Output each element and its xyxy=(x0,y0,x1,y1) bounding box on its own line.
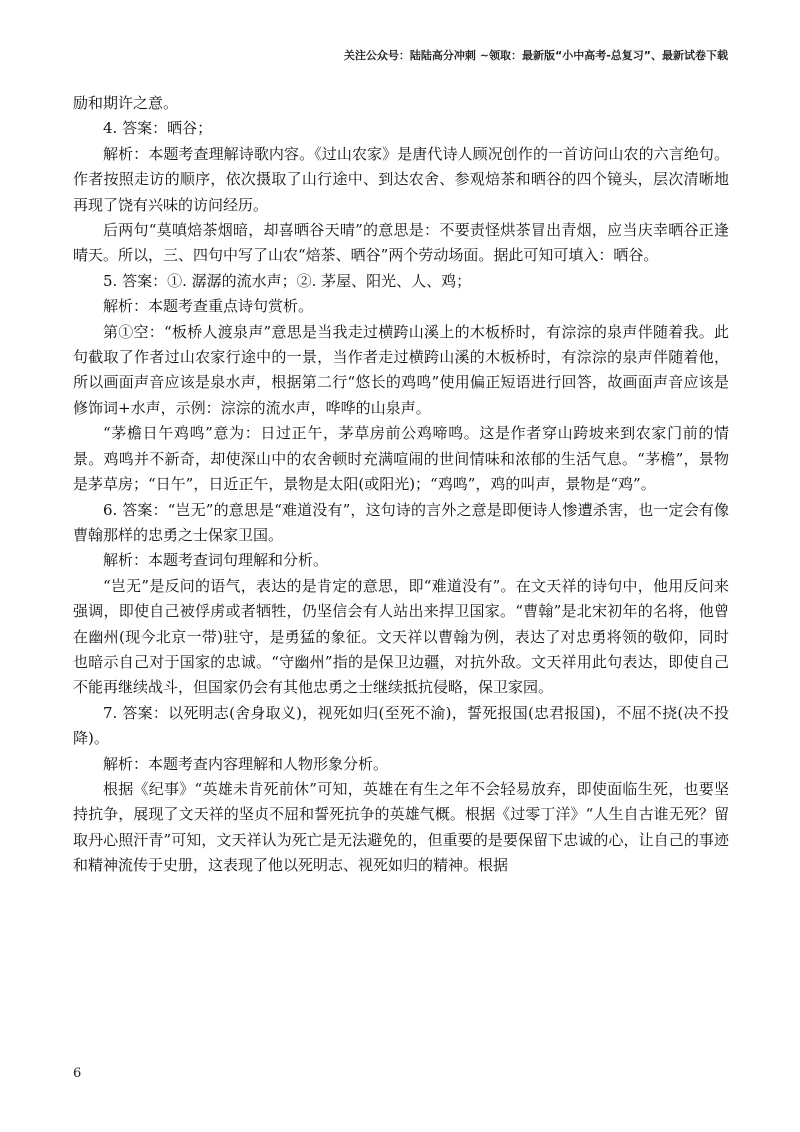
answer-content xyxy=(73,91,729,879)
answer-7: 7. 答案：以死明志(舍身取义)，视死如归(至死不渝)，誓死报国(忠君报国)，不屈不挠(决不投降)。 xyxy=(73,703,729,748)
paragraph: 励和期许之意。 xyxy=(73,94,179,112)
answer-4: 4. 答案：晒谷； xyxy=(103,119,213,138)
paragraph: 第①空：“板桥人渡泉声”意思是当我走过横跨山溪上的木板桥时，有淙淙的泉声伴随着我。此句截取了作者过山农家行途中的一景，当作者走过横跨山溪的木板桥时，有淙淙的泉声伴随着他，所以画面声音应该是泉水声，根据第二行“悠长的鸡鸣”使用偏正短语进行回答，故画面声音应该是修饰词+水声，示例：淙淙的流水声，哗哗的山泉声。 xyxy=(73,322,729,417)
page-number: 6 xyxy=(73,1066,82,1081)
paragraph: “岂无”是反问的语气，表达的是肯定的意思，即“难道没有”。在文天祥的诗句中，他用反问来强调，即使自己被俘虏或者牺牲，仍坚信会有人站出来捍卫国家。“曹翰”是北宋初年的名将，他曾在幽州(现今北京一带)驻守，是勇猛的象征。文天祥以曹翰为例，表达了对忠勇将领的敬仰，同时也暗示自己对于国家的忠诚。“守幽州”指的是保卫边疆，对抗外敌。文天祥用此句表达，即使自己不能再继续战斗，但国家仍会有其他忠勇之士继续抵抗侵略，保卫家园。 xyxy=(73,576,729,697)
analysis-4: 解析：本题考查理解诗歌内容。《过山农家》是唐代诗人顾况创作的一首访问山农的六言绝句。作者按照走访的顺序，依次摄取了山行途中、到达农舍、参观焙茶和晒谷的四个镜头，层次清晰地再现了饶有兴味的访问经历。 xyxy=(73,144,729,214)
page-header: 关注公众号：陆陆高分冲刺 ~领取：最新版“小中高考-总复习”、最新试卷下载 xyxy=(343,49,728,62)
answer-5: 5. 答案：①. 潺潺的流水声；②. 茅屋、阳光、人、鸡； xyxy=(103,271,472,290)
answer-6: 6. 答案：“岂无”的意思是“难道没有”，这句诗的言外之意是即便诗人惨遭杀害，也一定会有像曹翰那样的忠勇之士保家卫国。 xyxy=(73,500,729,544)
analysis-5: 解析：本题考查重点诗句赏析。 xyxy=(103,297,314,316)
paragraph: “茅檐日午鸡鸣”意为：日过正午，茅草房前公鸡啼鸣。这是作者穿山跨坡来到农家门前的情景。鸡鸣并不新奇，却使深山中的农舍顿时充满喧闹的世间情味和浓郁的生活气息。“茅檐”，景物是茅草房；“日午”，日近正午，景物是太阳(或阳光)；“鸡鸣”，鸡的叫声，景物是“鸡”。 xyxy=(73,424,729,494)
analysis-7: 解析：本题考查内容理解和人物形象分析。 xyxy=(103,754,389,773)
analysis-6: 解析：本题考查词句理解和分析。 xyxy=(103,551,329,570)
paragraph: 后两句“莫嗔焙茶烟暗，却喜晒谷天晴”的意思是：不要责怪烘茶冒出青烟，应当庆幸晒谷正逢晴天。所以，三、四句中写了山农“焙茶、晒谷”两个劳动场面。据此可知可填入：晒谷。 xyxy=(73,221,729,265)
paragraph: 根据《纪事》“英雄未肯死前休”可知，英雄在有生之年不会轻易放弃，即使面临生死，也要坚持抗争，展现了文天祥的坚贞不屈和誓死抗争的英雄气概。根据《过零丁洋》“人生自古谁无死？留取丹心照汗青”可知，文天祥认为死亡是无法避免的，但重要的是要保留下忠诚的心，让自己的事迹和精神流传于史册，这表现了他以死明志、视死如归的精神。根据 xyxy=(73,779,729,875)
